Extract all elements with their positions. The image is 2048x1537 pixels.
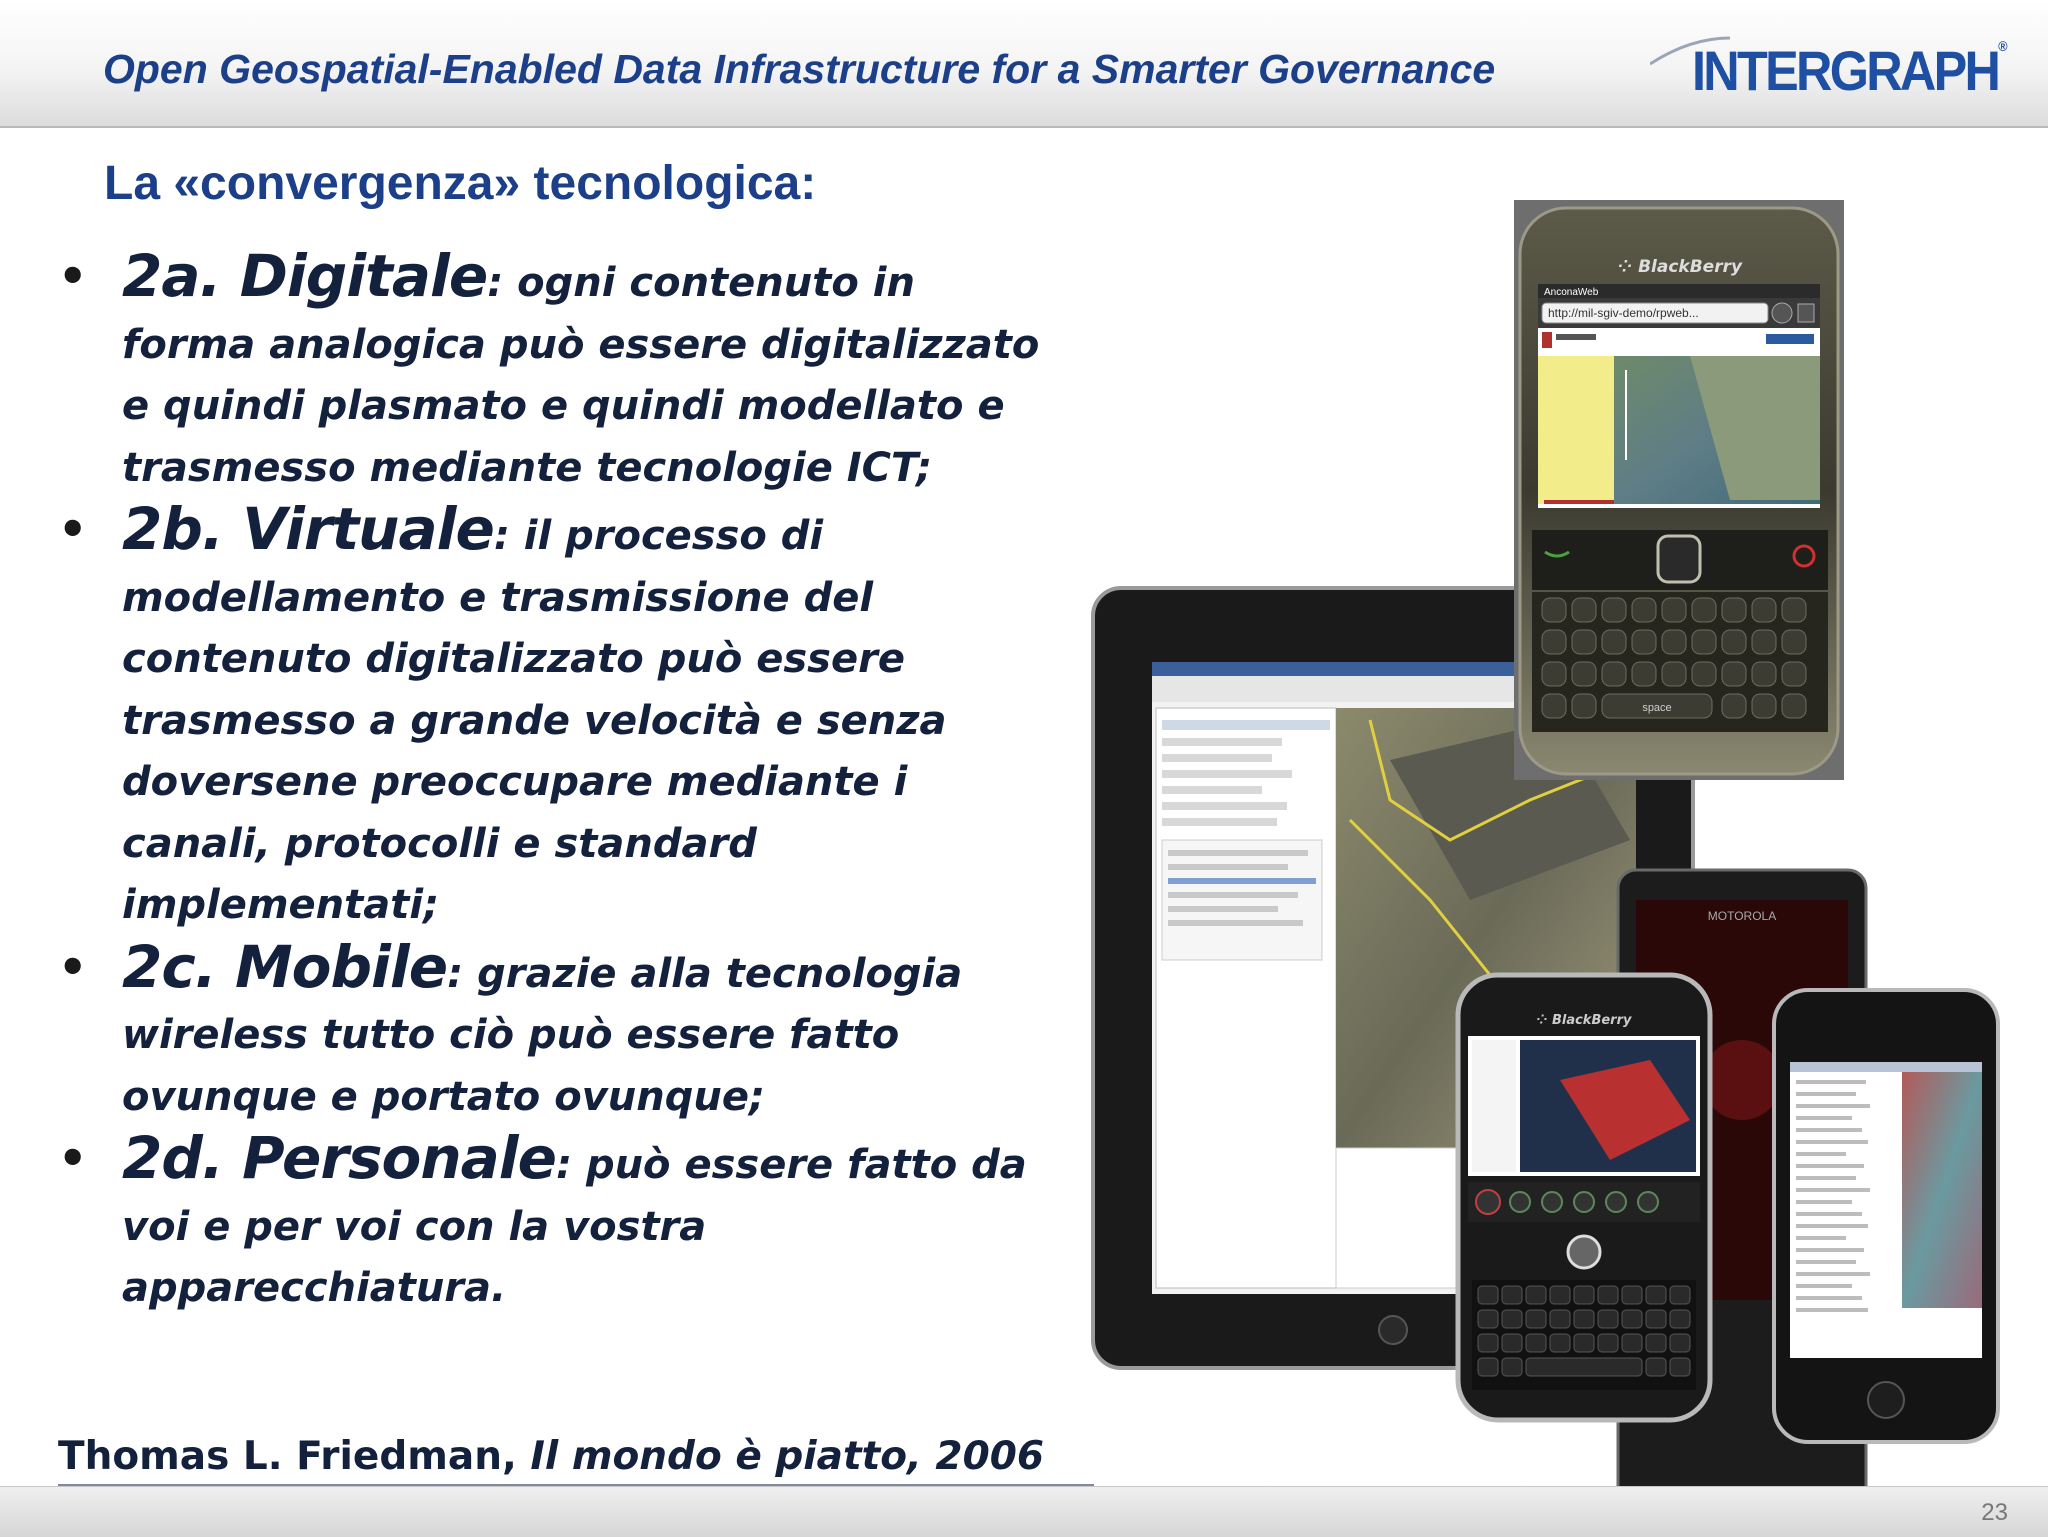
citation-author: Thomas L. Friedman,: [58, 1434, 531, 1479]
bullet-heading: 2a. Digitale: [122, 242, 488, 310]
slide-footer: [0, 1486, 2048, 1537]
slide-header: [0, 0, 2048, 128]
intergraph-logo: [1680, 30, 2008, 102]
space-key-label: space: [1642, 702, 1672, 714]
blackberry-app-name: AnconaWeb: [1544, 287, 1599, 298]
citation-work: Il mondo è piatto, 2006: [530, 1434, 1044, 1479]
iphone-device: [1774, 990, 1998, 1442]
bullet-body: : può essere fatto da voi e per voi con la vostra apparecchiatura.: [122, 1142, 1027, 1311]
bullet-item-personale: [52, 1124, 1052, 1320]
bullet-item-virtuale: [52, 495, 1052, 937]
bullet-heading: 2c. Mobile: [122, 932, 448, 1001]
bullet-heading: 2b. Virtuale: [122, 495, 494, 563]
bullet-dot-icon: •: [58, 502, 88, 556]
bullet-dot-icon: •: [58, 939, 88, 994]
bullet-body: : ogni contenuto in forma analogica può essere digitalizzato e quindi plasmato e quindi modellato e trasmesso mediante tecnologie ICT;: [122, 260, 1040, 491]
mobile-devices-image: [1090, 200, 2010, 1490]
blackberry-brand-label: ⁘ BlackBerry: [1617, 257, 1743, 277]
page-number: 23: [1981, 1499, 2008, 1526]
logo-registered-mark: ®: [1998, 38, 2008, 54]
bullet-body: : il processo di modellamento e trasmissione del contenuto digitalizzato può essere trasmesso a grande velocità e senza doversene preoccupare mediante i canali, protocolli e standard implementati;: [122, 513, 947, 928]
bullet-heading: 2d. Personale: [122, 1124, 557, 1192]
bullet-item-mobile: [52, 932, 1052, 1129]
blackberry-url-field: http://mil-sgiv-demo/rpweb...: [1548, 306, 1699, 320]
blackberry-curve-device: [1514, 200, 1844, 780]
bullet-body: : grazie alla tecnologia wireless tutto ciò può essere fatto ovunque e portato ovunque;: [122, 950, 963, 1120]
blackberry-bold-device: [1458, 975, 1710, 1420]
bullet-dot-icon: •: [58, 249, 88, 303]
motorola-brand-label: MOTOROLA: [1707, 909, 1777, 923]
section-subtitle: La «convergenza» tecnologica:: [104, 157, 817, 210]
citation: [58, 1434, 1044, 1479]
small-blackberry-brand-label: ⁘ BlackBerry: [1536, 1013, 1632, 1028]
bullet-dot-icon: •: [58, 1131, 88, 1185]
logo-wordmark: INTERGRAPH: [1692, 39, 1999, 102]
bullet-list: [52, 242, 1052, 1320]
slide-title: Open Geospatial-Enabled Data Infrastructure for a Smarter Governance: [103, 46, 1496, 92]
bullet-item-digitale: [52, 242, 1052, 499]
